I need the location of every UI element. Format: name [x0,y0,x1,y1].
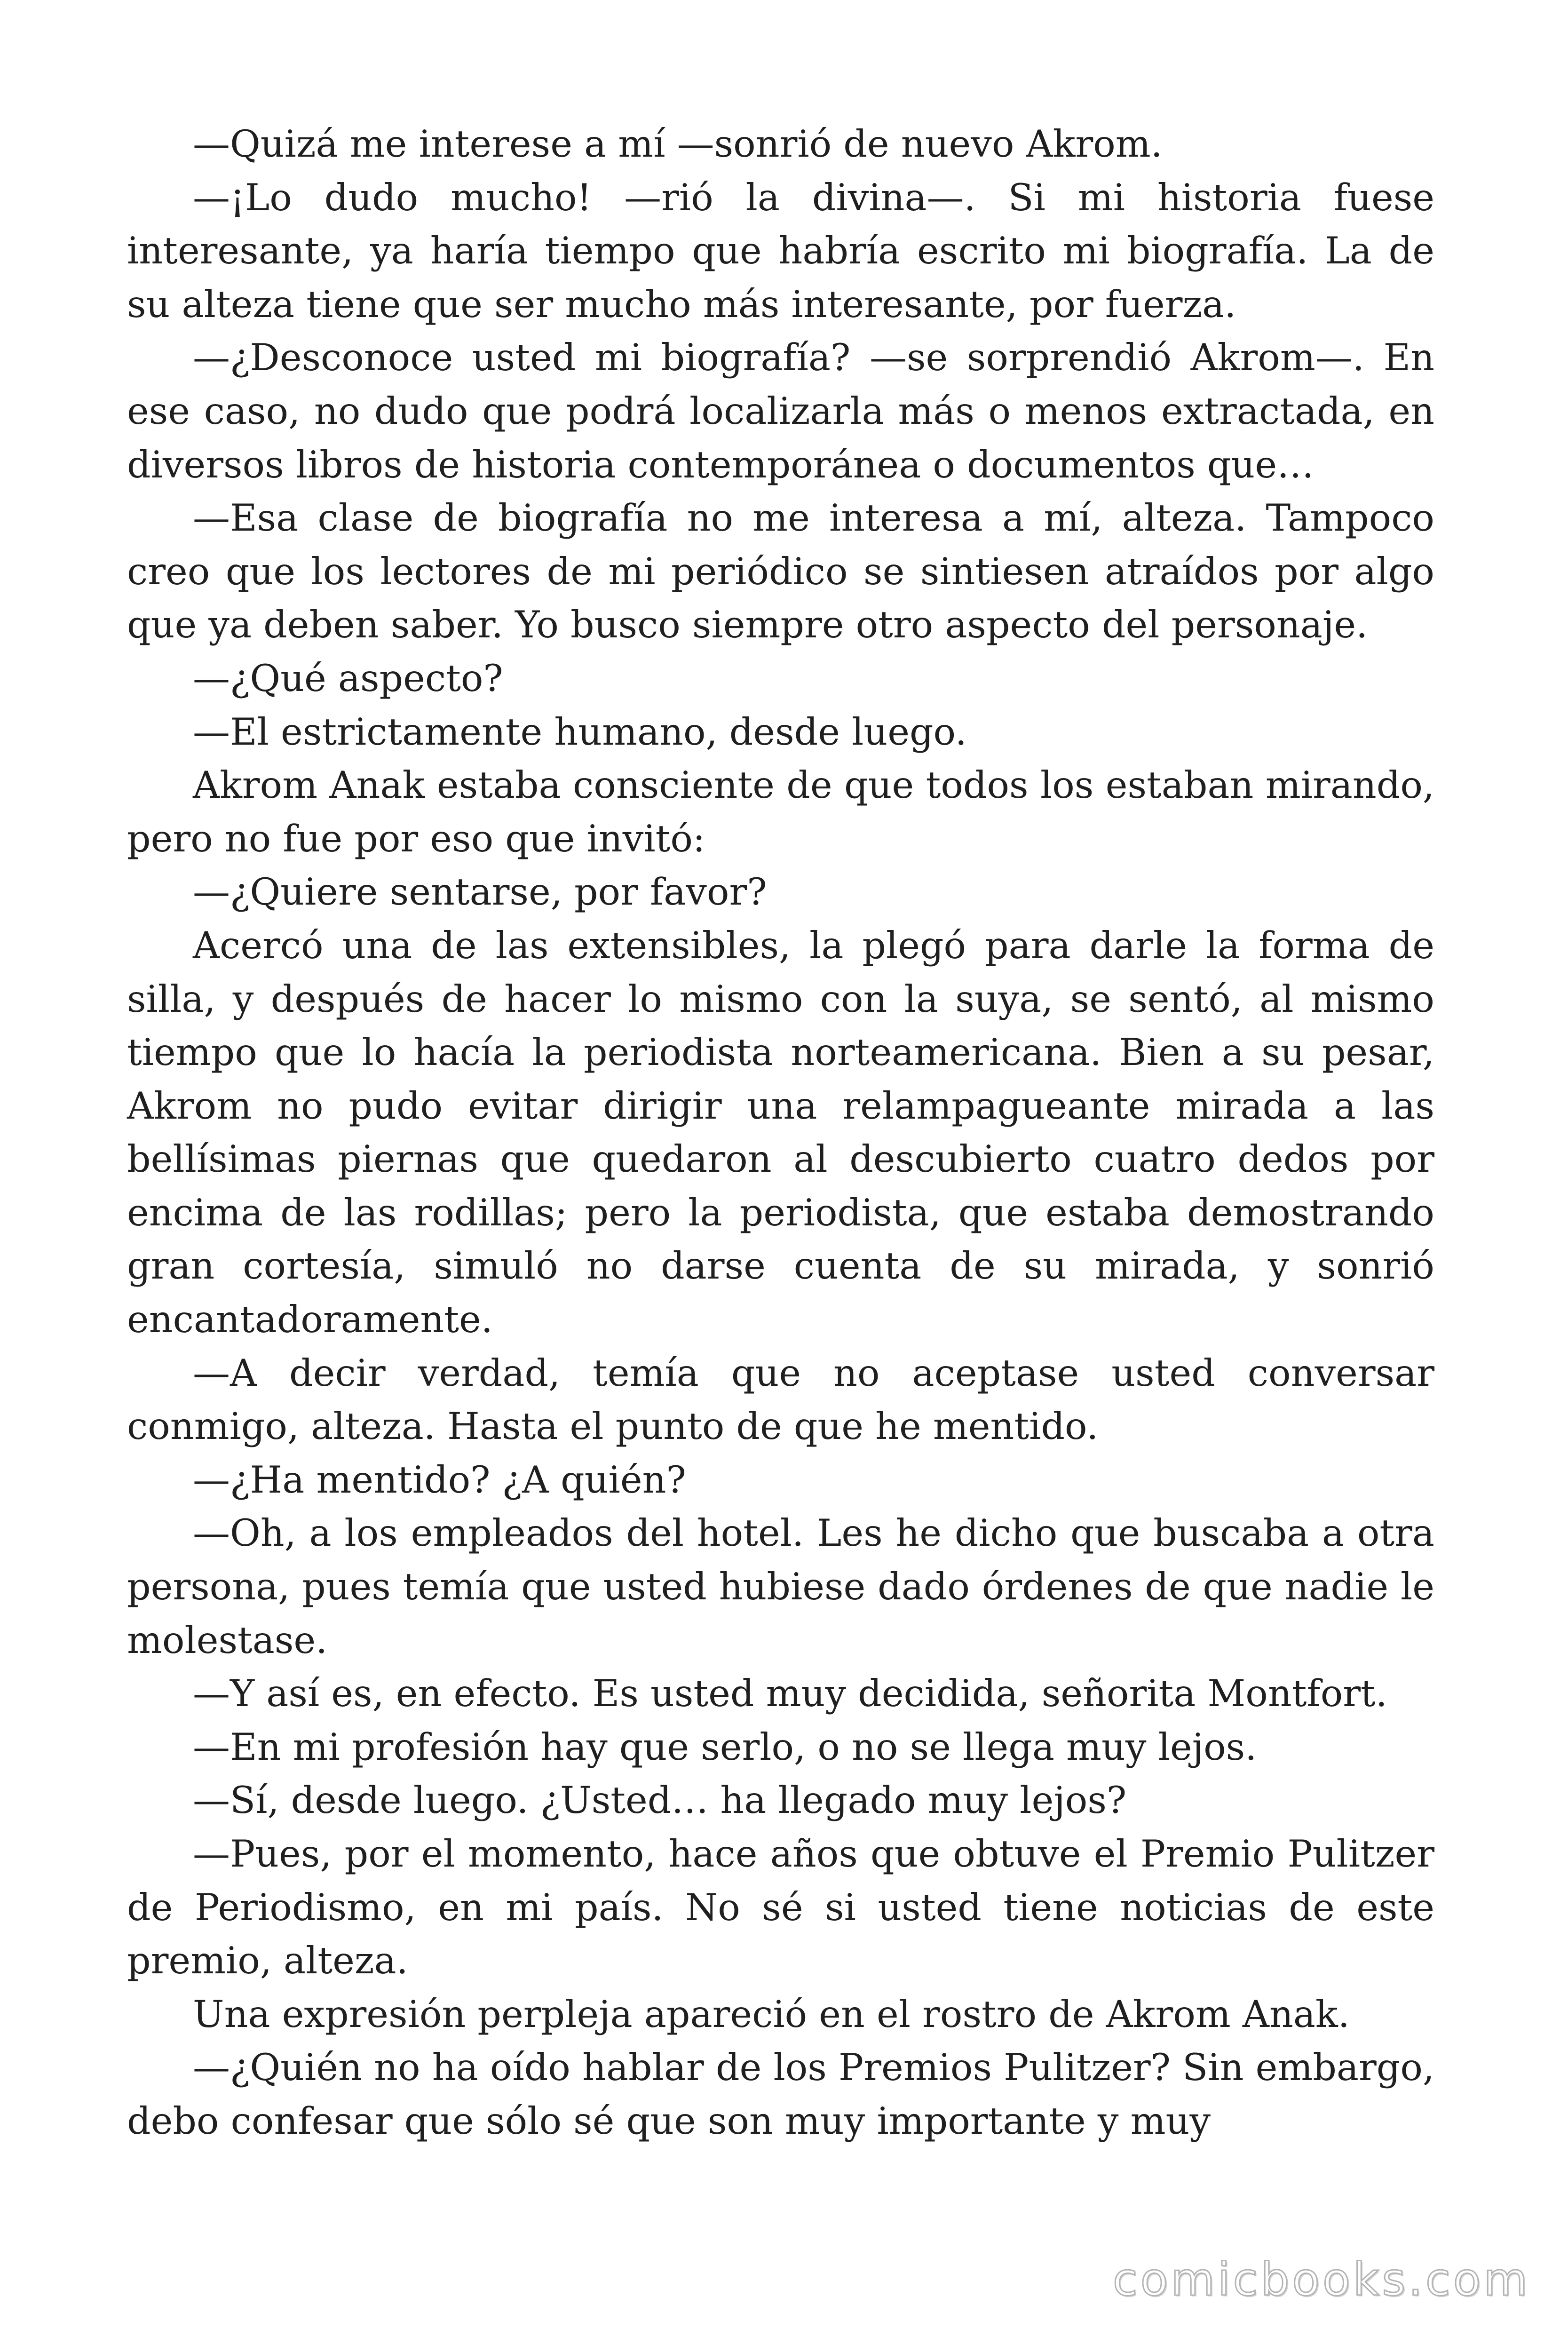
paragraph: —Oh, a los empleados del hotel. Les he dicho que buscaba a otra persona, pues temía que usted hubiese dado órdenes de que nadie le molestase. [127,1511,1434,1662]
paragraph: —¡Lo dudo mucho! —rió la divina—. Si mi historia fuese interesante, ya haría tiempo que habría escrito mi biografía. La de su alteza tiene que ser mucho más interesante, por fuerza. [127,175,1434,326]
paragraph: —El estrictamente humano, desde luego. [193,710,967,754]
paragraph: —¿Quién no ha oído hablar de los Premios Pulitzer? Sin embargo, debo confesar que sólo sé que son muy importante y muy [127,2046,1434,2143]
book-page [127,118,1434,2148]
site-watermark: comicbooks.com [1112,2253,1530,2306]
paragraph: —Esa clase de biografía no me interesa a mí, alteza. Tampoco creo que los lectores de mi periódico se sintiesen atraídos por algo que ya deben saber. Yo busco siempre otro aspecto del personaje. [127,496,1434,647]
paragraph: —Sí, desde luego. ¿Usted… ha llegado muy lejos? [193,1779,1127,1822]
paragraph: Una expresión perpleja apareció en el rostro de Akrom Anak. [193,1992,1350,2036]
paragraph: —¿Ha mentido? ¿A quién? [193,1458,686,1502]
paragraph: —A decir verdad, temía que no aceptase usted conversar conmigo, alteza. Hasta el punto de que he mentido. [127,1351,1434,1448]
paragraph: —Quizá me interese a mí —sonrió de nuevo Akrom. [193,122,1163,166]
paragraph: —¿Qué aspecto? [193,656,503,700]
paragraph: Akrom Anak estaba consciente de que todos los estaban mirando, pero no fue por eso que invitó: [127,763,1434,860]
paragraph: —¿Desconoce usted mi biografía? —se sorprendió Akrom—. En ese caso, no dudo que podrá localizarla más o menos extractada, en diversos libros de historia contemporánea o documentos que… [127,336,1434,486]
paragraph: —En mi profesión hay que serlo, o no se llega muy lejos. [193,1725,1257,1769]
paragraph: —Y así es, en efecto. Es usted muy decidida, señorita Montfort. [193,1672,1387,1716]
paragraph: —Pues, por el momento, hace años que obtuve el Premio Pulitzer de Periodismo, en mi país. No sé si usted tiene noticias de este premio, alteza. [127,1832,1434,1983]
paragraph: Acercó una de las extensibles, la plegó para darle la forma de silla, y después de hacer lo mismo con la suya, se sentó, al mismo tiempo que lo hacía la periodista norteamericana. Bien a su pesar, Akrom no pudo evitar dirigir una relampagueante mirada a las bellísimas piernas que quedaron al descubierto cuatro dedos por encima de las rodillas; pero la periodista, que estaba demostrando gran cortesía, simuló no darse cuenta de su mirada, y sonrió encantadoramente. [127,923,1434,1342]
paragraph: —¿Quiere sentarse, por favor? [193,870,767,914]
